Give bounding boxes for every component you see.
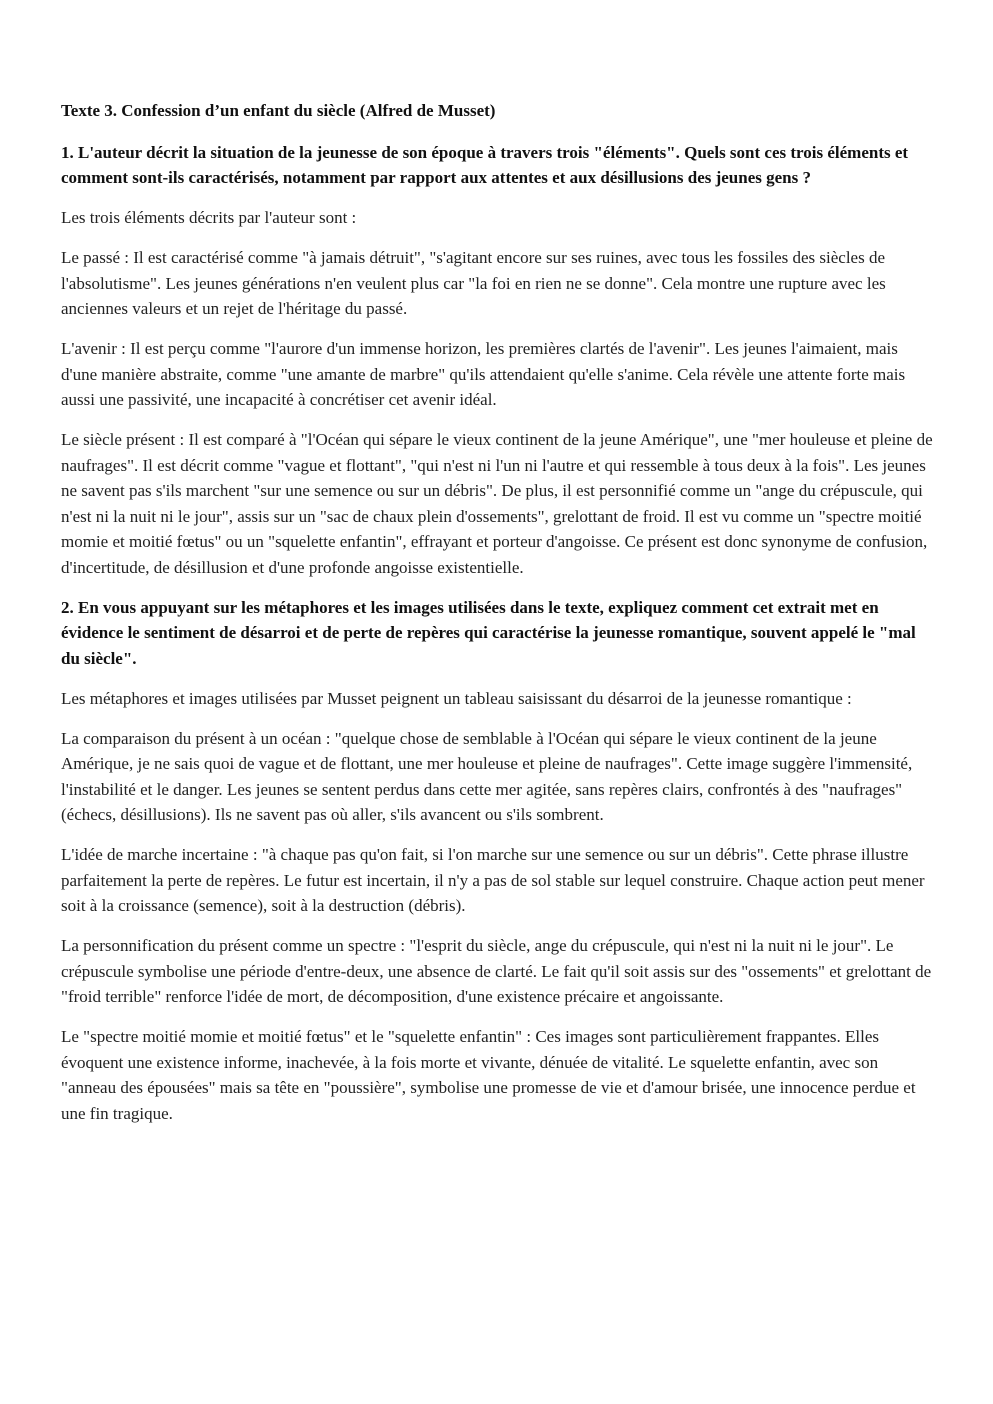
answer-1-avenir: L'avenir : Il est perçu comme "l'aurore d'un immense horizon, les premières clartés de l'avenir". Les jeunes l'aimaient, mais d'une manière abstraite, comme "une amante de marbre" qu'ils attendaient qu'elle s'anime. Cela révèle une attente forte mais aussi une passivité, une incapacité à concrétiser cet avenir idéal. [61, 339, 906, 409]
answer-2-intro: Les métaphores et images utilisées par Musset peignent un tableau saisissant du désarroi de la jeunesse romantique : [61, 688, 852, 708]
section-question-2 [61, 595, 935, 1127]
answer-2-spectre: La personnification du présent comme un spectre : "l'esprit du siècle, ange du crépuscule, qui n'est ni la nuit ni le jour". Le crépuscule symbolise une période d'entre-deux, une absence de clarté. Le fait qu'il soit assis sur des "ossements" et grelottant de "froid terrible" renforce l'idée de mort, de décomposition, d'une existence précaire et angoissante. [61, 936, 932, 1006]
section-question-1 [61, 140, 935, 581]
answer-1-siecle-present: Le siècle présent : Il est comparé à "l'Océan qui sépare le vieux continent de la jeune Amérique", une "mer houleuse et pleine de naufrages". Il est décrit comme "vague et flottant", "qui n'est ni l'un ni l'autre et qui ressemble à tous deux à la fois". Les jeunes ne savent pas s'ils marchent "sur une semence ou sur un débris". De plus, il est personnifié comme un "ange du crépuscule, qui n'est ni la nuit ni le jour", assis sur un "sac de chaux plein d'ossements", grelottant de froid. Il est vu comme un "spectre moitié momie et moitié fœtus" ou un "squelette enfantin", effrayant et porteur d'angoisse. Ce présent est donc synonyme de confusion, d'incertitude, de désillusion et d'une profonde angoisse existentielle. [61, 430, 933, 577]
document-title: Texte 3. Confession d’un enfant du siècle (Alfred de Musset) [61, 101, 496, 120]
answer-1-passe: Le passé : Il est caractérisé comme "à jamais détruit", "s'agitant encore sur ses ruines, avec tous les fossiles des siècles de l'absolutisme". Les jeunes générations n'en veulent plus car "la foi en rien ne se donne". Cela montre une rupture avec les anciennes valeurs et un rejet de l'héritage du passé. [61, 248, 886, 318]
question-2-heading: 2. En vous appuyant sur les métaphores et les images utilisées dans le texte, expliquez comment cet extrait met en évidence le sentiment de désarroi et de perte de repères qui caractérise la jeunesse romantique, souvent appelé le "mal du siècle". [61, 597, 916, 668]
answer-2-ocean: La comparaison du présent à un océan : "quelque chose de semblable à l'Océan qui sépare le vieux continent de la jeune Amérique, je ne sais quoi de vague et de flottant, une mer houleuse et pleine de naufrages". Cette image suggère l'immensité, l'instabilité et le danger. Les jeunes se sentent perdus dans cette mer agitée, sans repères clairs, confrontés à des "naufrages" (échecs, désillusions). Ils ne savent pas où aller, s'ils avancent ou s'ils sombrent. [61, 728, 913, 824]
answer-2-squelette: Le "spectre moitié momie et moitié fœtus" et le "squelette enfantin" : Ces images sont particulièrement frappantes. Elles évoquent une existence informe, inachevée, à la fois morte et vivante, dénuée de vitalité. Le squelette enfantin, avec son "anneau des épousées" mais sa tête en "poussière", symbolise une promesse de vie et d'amour brisée, une innocence perdue et une fin tragique. [61, 1027, 916, 1123]
document-page [61, 98, 935, 1141]
answer-2-marche-incertaine: L'idée de marche incertaine : "à chaque pas qu'on fait, si l'on marche sur une semence ou sur un débris". Cette phrase illustre parfaitement la perte de repères. Le futur est incertain, il n'y a pas de sol stable sur lequel construire. Chaque action peut mener soit à la croissance (semence), soit à la destruction (débris). [61, 845, 925, 915]
answer-1-intro: Les trois éléments décrits par l'auteur sont : [61, 208, 357, 227]
question-1-heading: 1. L'auteur décrit la situation de la jeunesse de son époque à travers trois "éléments". Quels sont ces trois éléments et comment sont-ils caractérisés, notamment par rapport aux attentes et aux désillusions des jeunes gens ? [61, 142, 909, 187]
